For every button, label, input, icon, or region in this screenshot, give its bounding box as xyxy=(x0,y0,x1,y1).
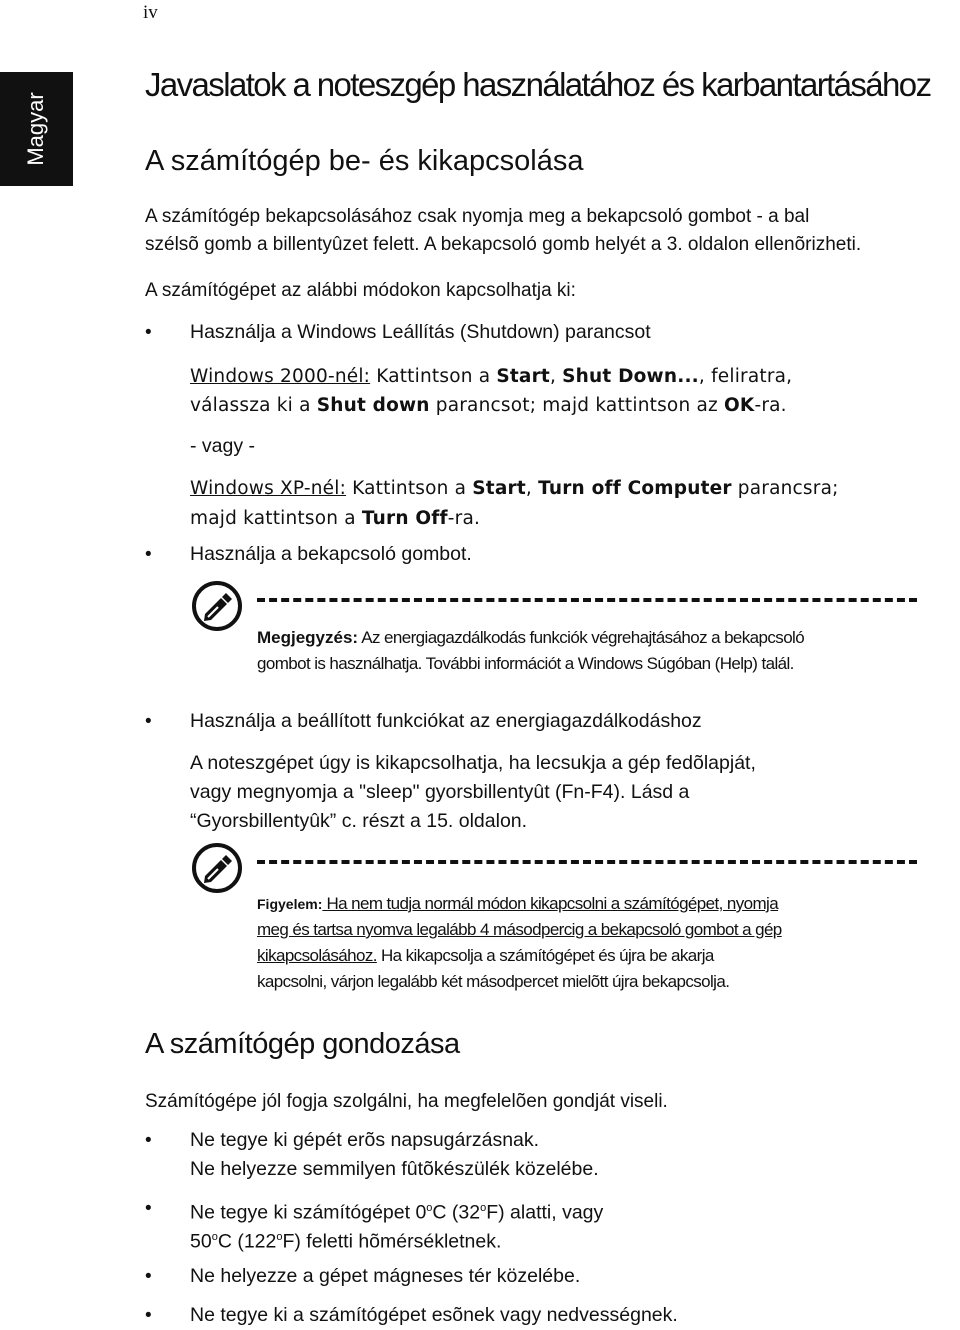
text: , xyxy=(549,366,563,387)
winxp-line-1 xyxy=(190,474,839,503)
text: Kattintson a xyxy=(370,366,497,387)
note2-line-1 xyxy=(257,891,778,917)
bullet: • xyxy=(145,711,152,732)
pm-line-2: vagy megnyomja a "sleep" gyorsbillentyût (Fn-F4). Lásd a xyxy=(190,781,690,803)
text: , feliratra, xyxy=(698,366,793,387)
text: -ra. xyxy=(447,508,481,529)
bullet: • xyxy=(145,544,152,565)
bullet: • xyxy=(145,1198,152,1219)
bullet: • xyxy=(145,1266,152,1287)
degree-sign: o xyxy=(426,1202,433,1214)
bullet: • xyxy=(145,1130,152,1151)
bullet: • xyxy=(145,322,152,343)
win2000-line-1 xyxy=(190,362,792,391)
shutdown-label: Shut Down... xyxy=(562,366,699,387)
care-item-3: Ne helyezze a gépet mágneses tér közelébe. xyxy=(190,1265,581,1287)
note-divider xyxy=(257,860,917,864)
section-heading-care: A számítógép gondozása xyxy=(145,1028,460,1060)
note2-line-2: meg és tartsa nyomva legalább 4 másodpercig a bekapcsoló gombot a gép xyxy=(257,920,782,939)
note-divider xyxy=(257,598,917,602)
win2000-label: Windows 2000-nél: xyxy=(190,366,371,387)
bullet-power-management-title: Használja a beállított funkciókat az energiagazdálkodáshoz xyxy=(190,710,702,732)
page-title: Javaslatok a noteszgép használatához és karbantartásához xyxy=(145,66,931,103)
care-item-1-line-1: Ne tegye ki gépét erõs napsugárzásnak. xyxy=(190,1129,540,1151)
note-pen-icon xyxy=(191,580,243,632)
pm-line-1: A noteszgépet úgy is kikapcsolhatja, ha lecsukja a gép fedõlapját, xyxy=(190,752,756,774)
text: majd kattintson a xyxy=(190,508,362,529)
note1-label: Megjegyzés: xyxy=(257,628,359,647)
turnoff-computer-label: Turn off Computer xyxy=(538,478,732,499)
bullet-shutdown-title: Használja a Windows Leállítás (Shutdown) parancsot xyxy=(190,321,651,343)
intro-line-1: A számítógép bekapcsolásához csak nyomja meg a bekapcsoló gombot - a bal xyxy=(145,206,810,227)
text: parancsra; xyxy=(731,478,839,499)
care-item-1-line-2: Ne helyezze semmilyen fûtõkészülék közelébe. xyxy=(190,1158,599,1180)
text: Ha nem tudja normál módon kikapcsolni a számítógépet, nyomja xyxy=(322,894,779,913)
or-text: - vagy - xyxy=(190,435,256,457)
winxp-label: Windows XP-nél: xyxy=(190,478,347,499)
bullet: • xyxy=(145,1305,152,1326)
intro-line-2: szélsõ gomb a billentyûzet felett. A bekapcsoló gomb helyét a 3. oldalon ellenõrizheti. xyxy=(145,234,862,255)
degree-sign: o xyxy=(480,1202,487,1214)
text: F) alatti, vagy xyxy=(486,1201,604,1224)
text: C (122 xyxy=(217,1230,277,1253)
start-label: Start xyxy=(496,366,550,387)
note2-line-4: kapcsolni, várjon legalább két másodpercet mielõtt újra bekapcsolja. xyxy=(257,972,730,991)
text: parancsot; majd kattintson az xyxy=(429,395,724,416)
language-tab-label: Magyar xyxy=(23,92,48,166)
note2-label: Figyelem: xyxy=(257,896,323,912)
care-intro: Számítógépe jól fogja szolgálni, ha megfelelõen gondját viseli. xyxy=(145,1091,668,1112)
text: Ha kikapcsolja a számítógépet és újra be akarja xyxy=(376,946,714,965)
text: -ra. xyxy=(754,395,787,416)
degree-sign: o xyxy=(276,1231,283,1243)
text: C (32 xyxy=(432,1201,481,1224)
text: Az energiagazdálkodás funkciók végrehajtásához a bekapcsoló xyxy=(358,628,805,647)
care-item-4: Ne tegye ki a számítógépet esõnek vagy nedvességnek. xyxy=(190,1304,678,1326)
text: F) feletti hõmérsékletnek. xyxy=(282,1230,502,1253)
shutdown-command: Shut down xyxy=(316,395,430,416)
note2-line-3 xyxy=(257,943,714,969)
turnoff-label: Turn Off xyxy=(361,508,448,529)
text: Kattintson a xyxy=(346,478,473,499)
text: 50 xyxy=(190,1230,212,1253)
section-heading-power: A számítógép be- és kikapcsolása xyxy=(145,145,584,177)
language-tab xyxy=(0,72,73,186)
text: válassza ki a xyxy=(190,395,317,416)
page-number: iv xyxy=(143,2,158,23)
note1-line-2: gombot is használhatja. További információt a Windows Súgóban (Help) talál. xyxy=(257,654,794,673)
text: Ne tegye ki számítógépet 0 xyxy=(190,1201,427,1224)
care-item-2-line-2 xyxy=(190,1223,501,1257)
text: , xyxy=(525,478,539,499)
note-pen-icon xyxy=(191,842,243,894)
note1-line-1 xyxy=(257,625,804,651)
bullet-power-button-title: Használja a bekapcsoló gombot. xyxy=(190,543,472,565)
ways-text: A számítógépet az alábbi módokon kapcsolhatja ki: xyxy=(145,280,576,301)
winxp-line-2 xyxy=(190,504,480,533)
ok-label: OK xyxy=(723,395,755,416)
win2000-line-2 xyxy=(190,391,787,420)
degree-sign: o xyxy=(211,1231,218,1243)
pm-line-3: “Gyorsbillentyûk” c. részt a 15. oldalon. xyxy=(190,810,528,832)
start-label: Start xyxy=(472,478,526,499)
text: kikapcsolásához. xyxy=(257,946,377,965)
